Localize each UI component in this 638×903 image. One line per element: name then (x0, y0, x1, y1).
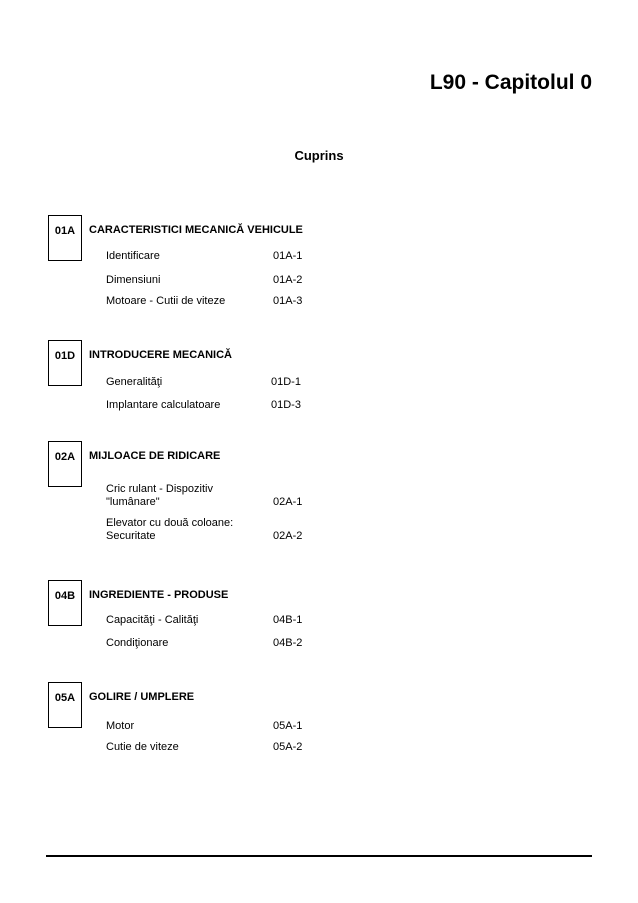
toc-entry-label: Cric rulant - Dispozitiv "lumânare" (106, 483, 213, 508)
section-title: MIJLOACE DE RIDICARE (89, 450, 221, 462)
toc-entry-ref: 01D-1 (271, 376, 301, 388)
toc-entry-ref: 04B-2 (273, 637, 303, 649)
toc-entry-ref: 05A-2 (273, 741, 303, 753)
toc-entry[interactable] (106, 614, 346, 627)
section-code-box: 01D (48, 340, 82, 386)
document-title: L90 - Capitolul 0 (429, 71, 592, 94)
toc-entry[interactable] (106, 517, 346, 543)
section-code-box: 05A (48, 682, 82, 728)
section-title: CARACTERISTICI MECANICĂ VEHICULE (89, 224, 303, 236)
toc-entry-label: Capacităţi - Calităţi (106, 614, 199, 626)
toc-entry-ref: 01A-2 (273, 274, 303, 286)
toc-entry[interactable] (106, 295, 346, 308)
toc-entry-label: Generalităţi (106, 376, 163, 388)
section-title: INGREDIENTE - PRODUSE (89, 589, 229, 601)
toc-entry-label: Identificare (106, 250, 160, 262)
section-code-box: 01A (48, 215, 82, 261)
toc-entry[interactable] (106, 637, 346, 650)
toc-entry-label: Condiţionare (106, 637, 169, 649)
toc-entry[interactable] (106, 720, 346, 733)
toc-entry-label: Elevator cu două coloane: Securitate (106, 517, 234, 542)
toc-entry-ref: 04B-1 (273, 614, 303, 626)
toc-entry-ref: 02A-2 (273, 530, 303, 542)
toc-entry-ref: 02A-1 (273, 496, 303, 508)
section-title: GOLIRE / UMPLERE (89, 691, 195, 703)
toc-entry-label: Cutie de viteze (106, 741, 179, 753)
section-title: INTRODUCERE MECANICĂ (89, 349, 232, 361)
section-code-box: 02A (48, 441, 82, 487)
contents-heading (0, 148, 638, 163)
section-code-box: 04B (48, 580, 82, 626)
toc-entry[interactable] (106, 399, 346, 412)
toc-entry[interactable] (106, 376, 346, 389)
toc-entry-ref: 01A-1 (273, 250, 303, 262)
toc-entry-label: Motoare - Cutii de viteze (106, 295, 226, 307)
contents-heading-text: Cuprins (294, 148, 344, 163)
toc-entry[interactable] (106, 741, 346, 754)
toc-entry[interactable] (106, 274, 346, 287)
toc-entry[interactable] (106, 483, 346, 509)
toc-entry-ref: 01D-3 (271, 399, 301, 411)
toc-entry[interactable] (106, 250, 346, 263)
toc-entry-label: Dimensiuni (106, 274, 161, 286)
footer-rule (46, 855, 592, 857)
toc-entry-label: Motor (106, 720, 135, 732)
toc-entry-label: Implantare calculatoare (106, 399, 221, 411)
toc-entry-ref: 05A-1 (273, 720, 303, 732)
toc-entry-ref: 01A-3 (273, 295, 303, 307)
